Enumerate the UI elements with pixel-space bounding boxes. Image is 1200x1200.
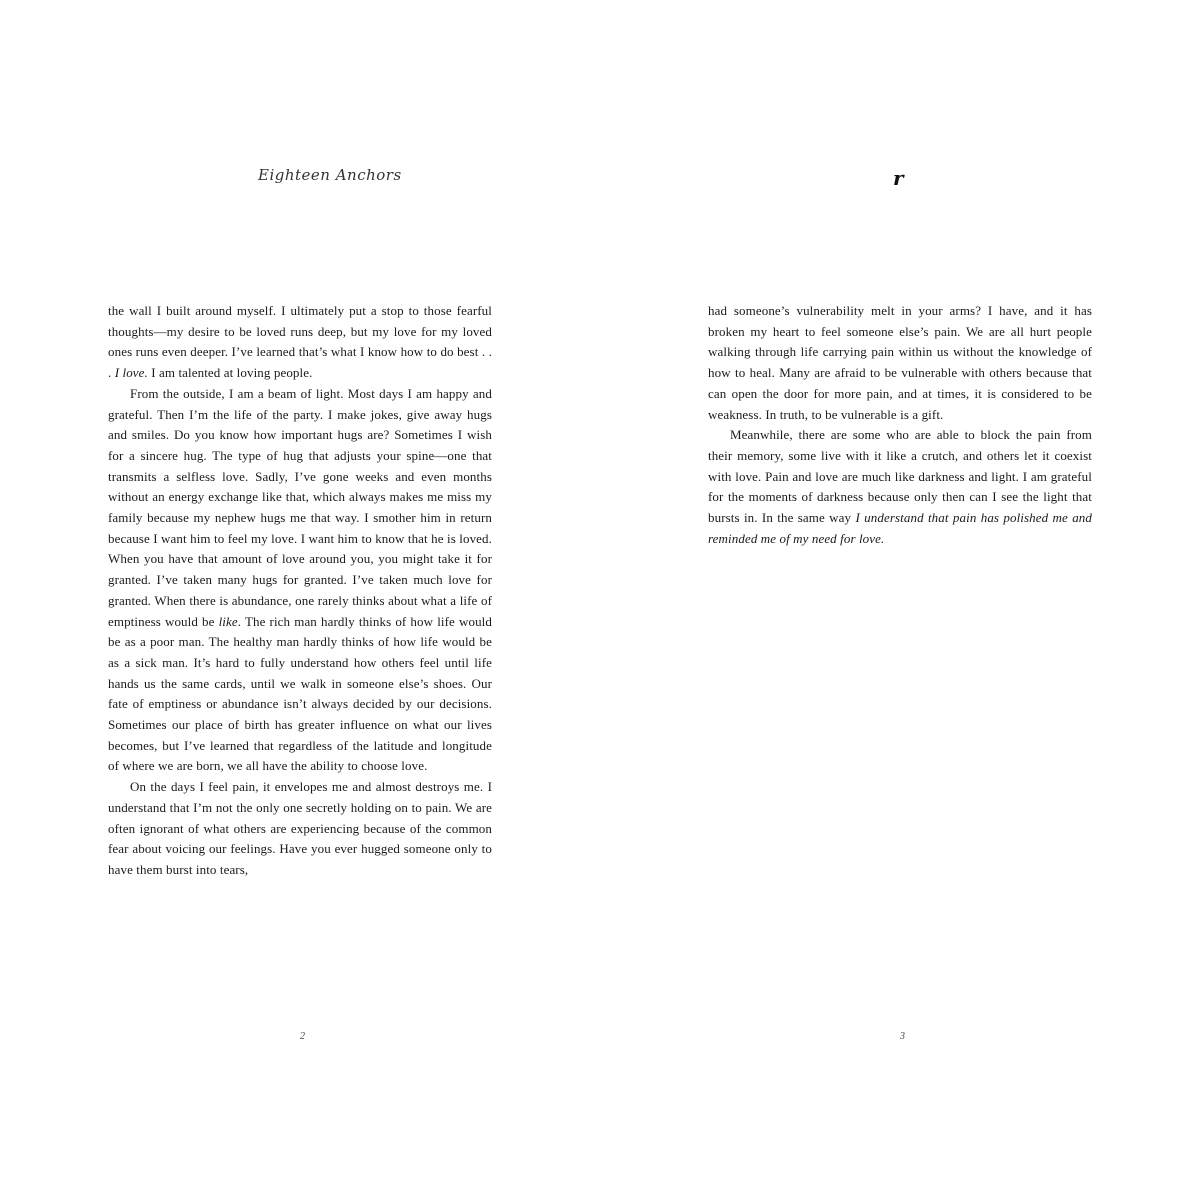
left-page xyxy=(108,0,492,1200)
body-text xyxy=(108,301,492,881)
right-page xyxy=(708,0,1092,1200)
paragraph xyxy=(708,301,1092,425)
text-run: I am talented at loving people. xyxy=(147,365,313,381)
text-run: had someone’s vulnerability melt in your arms? I have, and it has broken my heart to feel someone else’s pain. We are all hurt people walking through life carrying pain within us without the knowledge of how to heal. Many are afraid to be vulnerable with others because that can open the door for more pain, and at times, it is considered to be weakness. In truth, to be vulnerable is a gift. xyxy=(708,303,1092,422)
text-run: . The rich man hardly thinks of how life would be as a poor man. The healthy man hardly thinks of how life would be as a sick man. It’s hard to fully understand how others feel until life hands us the same cards, until we walk in someone else’s shoes. Our fate of emptiness or abundance isn’t always decided by our decisions. Sometimes our place of birth has greater influence on what our lives becomes, but I’ve learned that regardless of the latitude and longitude of where we are born, we all have the ability to choose love. xyxy=(108,613,492,774)
body-text xyxy=(708,301,1092,549)
italic-text: I understand that pain has polished me and reminded me of my need for love. xyxy=(708,510,1093,546)
paragraph xyxy=(108,384,492,777)
paragraph xyxy=(108,301,492,384)
italic-text: like xyxy=(218,613,238,629)
text-run: On the days I feel pain, it envelopes me and almost destroys me. I understand that I’m not the only one secretly holding on to pain. We are often ignorant of what others are experiencing because of the common fear about voicing our feelings. Have you ever hugged someone only to have them burst into tears, xyxy=(108,779,492,877)
paragraph xyxy=(108,777,492,881)
text-run: Meanwhile, there are some who are able to block the pain from their memory, some live with it like a crutch, and others let it coexist with love. Pain and love are much like darkness and light. I am grateful for the moments of darkness because only then can I see the light that bursts in. In the same way xyxy=(708,427,1092,526)
paragraph xyxy=(708,425,1092,549)
page-number: 2 xyxy=(300,1031,305,1042)
running-head: r xyxy=(893,166,905,190)
text-run: the wall I built around myself. I ultimately put a stop to those fearful thoughts—my desire to be loved runs deep, but my love for my loved ones runs even deeper. I’ve learned that’s what I know how to do best . . . xyxy=(108,303,492,381)
italic-text: I love. xyxy=(114,365,148,381)
text-run: From the outside, I am a beam of light. Most days I am happy and grateful. Then I’m the life of the party. I make jokes, give away hugs and smiles. Do you know how important hugs are? Sometimes I wish for a sincere hug. The type of hug that adjusts your spine—one that transmits a selfless love. Sadly, I’ve gone weeks and even months without an energy exchange like that, which always makes me miss my family because my nephew hugs me that way. I smother him in return because I want him to feel my love. I want him to know that he is loved. When you have that amount of love around you, you might take it for granted. I’ve taken many hugs for granted. I’ve taken much love for granted. When there is abundance, one rarely thinks about what a life of emptiness would be xyxy=(108,385,492,629)
page-number: 3 xyxy=(900,1031,905,1042)
running-head: Eighteen Anchors xyxy=(258,166,402,184)
